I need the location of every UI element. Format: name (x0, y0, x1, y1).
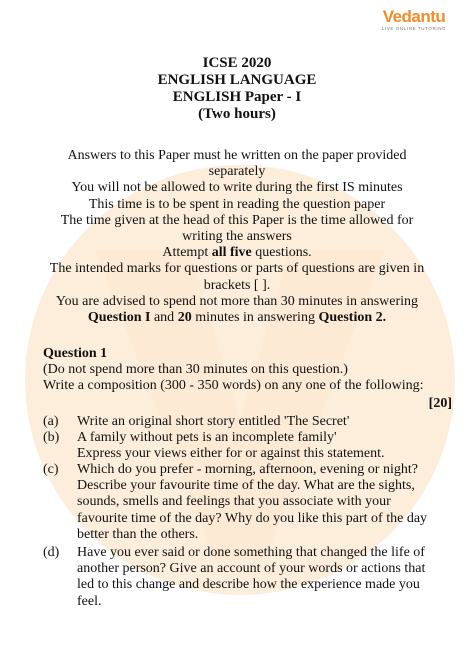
logo-tagline: LIVE ONLINE TUTORING (381, 26, 447, 31)
instruction-line: brackets [ ]. (203, 277, 271, 293)
option-line: favourite time of the day? Why do you like this part of the day (77, 510, 428, 526)
instruction-line: The time given at the head of this Paper is the time allowed for (60, 212, 414, 228)
question-heading: Question 1 (43, 346, 108, 361)
instruction-line: separately (208, 164, 266, 180)
instructions (22, 148, 452, 326)
option-line: better than the others. (77, 526, 199, 542)
paper-title: ENGLISH Paper - I (172, 89, 302, 105)
option-line: Write an original short story entitled 'The Secret' (77, 414, 350, 429)
text-run: minutes in answering (191, 310, 319, 326)
question-prompt: Write a composition (300 - 350 words) on any one of the following: (43, 378, 424, 393)
exam-title: ICSE 2020 (202, 55, 272, 71)
instruction-line: Answers to this Paper must he written on the paper provided (67, 148, 407, 163)
option-line: feel. (77, 593, 102, 609)
option-label: (a) (43, 414, 59, 429)
instruction-line (22, 245, 452, 261)
bold-text: Question 2. (318, 310, 387, 326)
bold-text: 20 (177, 310, 192, 326)
text-run: questions. (251, 245, 312, 261)
question-note: (Do not spend more than 30 minutes on this question.) (43, 362, 348, 377)
bold-text: all five (211, 245, 252, 261)
text-run: Attempt (162, 245, 212, 261)
option-label: (b) (43, 430, 60, 445)
duration: (Two hours) (198, 106, 276, 122)
option-line: A family without pets is an incomplete family' (77, 430, 337, 445)
option-line: led to this change and describe how the experience made you (77, 577, 420, 593)
option-line: Express your views either for or against this statement. (77, 446, 385, 462)
vedantu-logo (374, 8, 454, 32)
question-marks: [20] (428, 396, 452, 411)
option-line: Describe your favourite time of the day. What are the sights, (77, 478, 415, 494)
option-label: (d) (43, 545, 60, 560)
text-run: and (150, 310, 178, 326)
logo-wordmark: Vedantu (382, 7, 446, 26)
instruction-line: You are advised to spend not more than 30 minutes in answering (55, 293, 419, 309)
option-line: another person? Give an account of your words or actions that (77, 561, 426, 577)
option-line: Have you ever said or done something that changed the life of (77, 545, 425, 560)
instruction-line: The intended marks for questions or parts of questions are given in (49, 261, 425, 277)
question-title (43, 346, 443, 362)
subject-title: ENGLISH LANGUAGE (157, 72, 317, 88)
instruction-line (22, 310, 452, 326)
option-line: sounds, smells and feelings that you associate with your (77, 494, 391, 510)
option-label: (c) (43, 462, 59, 477)
instruction-line: This time is to be spent in reading the question paper (88, 196, 386, 212)
option-line: Which do you prefer - morning, afternoon, evening or night? (77, 462, 418, 477)
instruction-line: writing the answers (182, 229, 292, 245)
paper-header (0, 55, 474, 123)
bold-text: Question I (87, 310, 151, 326)
instruction-line: You will not be allowed to write during the first IS minutes (71, 180, 403, 196)
